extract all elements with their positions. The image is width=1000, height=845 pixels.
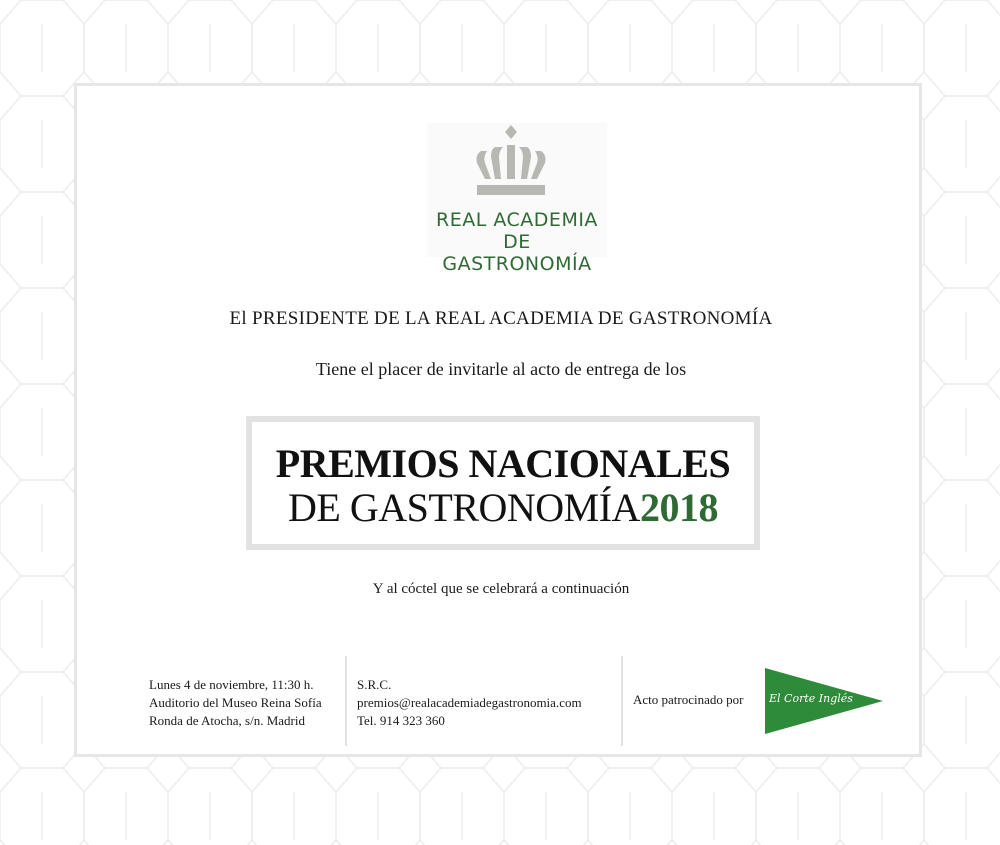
crown-icon xyxy=(471,125,551,201)
sponsor-logo-text: El Corte Inglés xyxy=(769,692,853,705)
footer-divider xyxy=(345,656,347,746)
sponsor-label: Acto patrocinado por xyxy=(633,692,744,707)
invitation-card xyxy=(74,83,922,757)
academy-logo xyxy=(427,123,607,275)
contact-phone: Tel. 914 323 360 xyxy=(357,713,445,728)
event-venue: Auditorio del Museo Reina Sofía xyxy=(149,695,322,710)
event-date: Lunes 4 de noviembre, 11:30 h. xyxy=(149,677,314,692)
footer-divider xyxy=(621,656,623,746)
event-address: Ronda de Atocha, s/n. Madrid xyxy=(149,713,305,728)
presidente-line: El PRESIDENTE DE LA REAL ACADEMIA DE GASTRONOMÍA xyxy=(229,308,773,329)
award-title-line1: PREMIOS NACIONALES xyxy=(275,441,731,486)
event-details xyxy=(149,676,322,730)
coctel-line: Y al cóctel que se celebrará a continuación xyxy=(372,581,630,597)
invitation-line: Tiene el placer de invitarle al acto de entrega de los xyxy=(315,359,687,379)
contact-email[interactable]: premios@realacademiadegastronomia.com xyxy=(357,695,582,710)
award-year: 2018 xyxy=(639,485,718,530)
award-title-line2 xyxy=(252,484,754,531)
academy-name-line1: REAL ACADEMIA xyxy=(436,209,598,231)
award-title-gastronomia: DE GASTRONOMÍA xyxy=(288,485,640,530)
sponsor-logo xyxy=(765,668,883,734)
award-title-box xyxy=(246,416,760,550)
academy-name-line2: DE GASTRONOMÍA xyxy=(442,231,592,275)
rsvp-label: S.R.C. xyxy=(357,677,392,692)
contact-details xyxy=(357,676,582,730)
